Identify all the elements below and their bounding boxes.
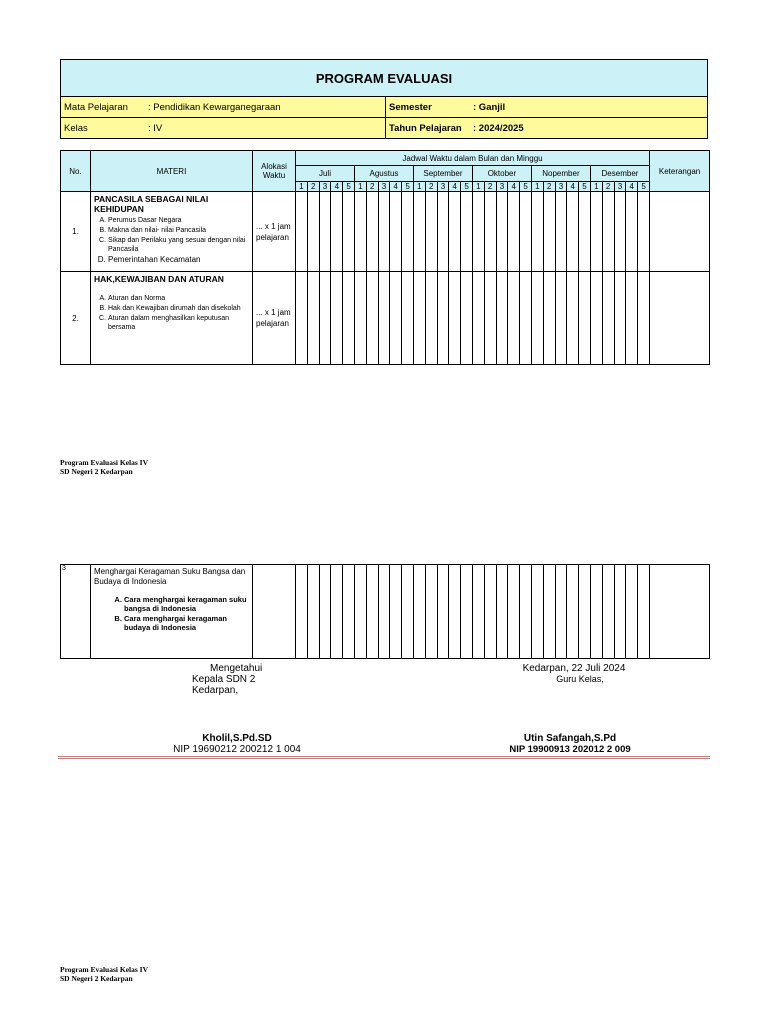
week-cell xyxy=(567,192,579,272)
schedule-table-continued xyxy=(60,564,710,659)
week-number: 3 xyxy=(437,182,449,192)
week-cell xyxy=(296,192,308,272)
week-cell xyxy=(437,272,449,365)
keterangan-cell xyxy=(650,272,710,365)
table-row xyxy=(61,565,710,659)
alokasi-cell: ... x 1 jam pelajaran xyxy=(253,192,296,272)
week-cell xyxy=(472,192,484,272)
week-number: 3 xyxy=(496,182,508,192)
week-number: 5 xyxy=(520,182,532,192)
footer-note: Program Evaluasi Kelas IV SD Negeri 2 Kedarpan xyxy=(60,458,148,476)
week-cell xyxy=(496,272,508,365)
week-number: 5 xyxy=(579,182,591,192)
table-row xyxy=(61,272,710,365)
week-cell xyxy=(461,565,473,659)
week-cell xyxy=(508,192,520,272)
alokasi-cell xyxy=(253,565,296,659)
sig-right-line2: Guru Kelas, xyxy=(556,674,604,684)
week-number: 3 xyxy=(614,182,626,192)
materi-item: C. Sikap dan Perilaku yang sesuai dengan nilai Pancasila xyxy=(108,236,250,254)
week-cell xyxy=(638,565,650,659)
schedule-table xyxy=(60,150,710,365)
week-cell xyxy=(449,565,461,659)
week-cell xyxy=(354,192,366,272)
col-alokasi-header: Alokasi Waktu xyxy=(253,151,296,192)
materi-cell xyxy=(91,565,253,659)
footer-note-page-2: Program Evaluasi Kelas IV SD Negeri 2 Kedarpan xyxy=(60,965,148,983)
subject-label: Mata Pelajaran xyxy=(64,101,128,113)
keterangan-cell xyxy=(650,192,710,272)
materi-item: B. Hak dan Kewajiban dirumah dan disekolah xyxy=(108,304,250,313)
week-cell xyxy=(425,565,437,659)
week-number: 5 xyxy=(343,182,355,192)
week-cell xyxy=(520,192,532,272)
week-cell xyxy=(413,272,425,365)
week-cell xyxy=(555,192,567,272)
signature-left-name-block xyxy=(140,733,334,755)
sig-right-name: Utin Safangah,S.Pd xyxy=(523,733,617,744)
week-cell xyxy=(331,565,343,659)
month-header: Desember xyxy=(590,166,649,182)
materi-item: D. Pemerintahan Kecamatan xyxy=(108,255,250,264)
signature-right-name-block xyxy=(490,733,650,755)
week-number: 1 xyxy=(590,182,602,192)
table-row xyxy=(61,192,710,272)
week-cell xyxy=(579,192,591,272)
materi-item: B. Cara menghargai keragaman budaya di Indonesia xyxy=(124,614,250,632)
week-cell xyxy=(567,272,579,365)
week-cell xyxy=(378,272,390,365)
class-label: Kelas xyxy=(64,122,88,134)
week-number: 1 xyxy=(413,182,425,192)
week-cell xyxy=(449,272,461,365)
week-cell xyxy=(296,272,308,365)
week-cell xyxy=(331,192,343,272)
materi-item: A. Aturan dan Norma xyxy=(108,294,250,303)
footer-divider xyxy=(58,756,710,759)
month-header: September xyxy=(413,166,472,182)
week-number: 3 xyxy=(319,182,331,192)
week-cell xyxy=(307,192,319,272)
week-cell xyxy=(614,565,626,659)
signature-left-block xyxy=(170,663,310,696)
week-number: 2 xyxy=(366,182,378,192)
materi-item: B. Makna dan nilai- nilai Pancasila xyxy=(108,226,250,235)
week-cell xyxy=(296,565,308,659)
week-cell xyxy=(413,192,425,272)
week-cell xyxy=(366,192,378,272)
week-number: 4 xyxy=(449,182,461,192)
sig-right-nip: NIP 19900913 202012 2 009 xyxy=(509,744,631,755)
month-header: Juli xyxy=(296,166,355,182)
week-cell xyxy=(437,192,449,272)
week-cell xyxy=(390,272,402,365)
week-cell xyxy=(555,565,567,659)
sig-right-line1: Kedarpan, 22 Juli 2024 xyxy=(522,663,626,674)
week-cell xyxy=(496,565,508,659)
week-cell xyxy=(354,272,366,365)
week-cell xyxy=(331,272,343,365)
class-value: : IV xyxy=(148,122,163,134)
week-cell xyxy=(508,272,520,365)
week-number: 2 xyxy=(602,182,614,192)
week-cell xyxy=(319,192,331,272)
week-cell xyxy=(579,565,591,659)
week-cell xyxy=(307,272,319,365)
week-cell xyxy=(390,192,402,272)
week-number: 2 xyxy=(425,182,437,192)
week-number: 3 xyxy=(378,182,390,192)
week-cell xyxy=(614,192,626,272)
materi-title: HAK,KEWAJIBAN DAN ATURAN xyxy=(94,274,224,284)
week-number: 4 xyxy=(390,182,402,192)
week-cell xyxy=(543,272,555,365)
week-cell xyxy=(626,192,638,272)
sig-left-line3: Kedarpan, xyxy=(192,685,239,696)
week-number: 2 xyxy=(307,182,319,192)
header-row-subject xyxy=(61,97,707,117)
col-no-header: No. xyxy=(61,151,91,192)
week-cell xyxy=(602,272,614,365)
week-cell xyxy=(378,192,390,272)
week-number: 5 xyxy=(461,182,473,192)
month-header: Nopember xyxy=(531,166,590,182)
week-number: 1 xyxy=(531,182,543,192)
week-cell xyxy=(579,272,591,365)
materi-title: Menghargai Keragaman Suku Bangsa dan Budaya di Indonesia xyxy=(94,567,246,586)
week-cell xyxy=(520,272,532,365)
month-header: Oktober xyxy=(472,166,531,182)
year-value: : 2024/2025 xyxy=(473,122,524,134)
week-cell xyxy=(590,565,602,659)
week-cell xyxy=(402,192,414,272)
table-header-row-1 xyxy=(61,151,710,166)
week-number: 4 xyxy=(331,182,343,192)
week-cell xyxy=(449,192,461,272)
week-number: 4 xyxy=(567,182,579,192)
week-cell xyxy=(614,272,626,365)
week-number: 4 xyxy=(508,182,520,192)
materi-item: A. Cara menghargai keragaman suku bangsa di Indonesia xyxy=(124,595,250,613)
materi-item: C. Aturan dalam menghasilkan keputusan bersama xyxy=(108,314,250,332)
materi-cell xyxy=(91,272,253,365)
row-number: 2. xyxy=(61,272,91,365)
week-cell xyxy=(354,565,366,659)
keterangan-cell xyxy=(649,565,709,659)
week-cell xyxy=(484,192,496,272)
week-cell xyxy=(626,565,638,659)
week-cell xyxy=(590,192,602,272)
week-cell xyxy=(343,565,355,659)
week-cell xyxy=(343,272,355,365)
sig-left-nip: NIP 19690212 200212 1 004 xyxy=(173,744,301,755)
week-cell xyxy=(531,192,543,272)
week-cell xyxy=(461,272,473,365)
week-cell xyxy=(402,272,414,365)
row-number: 1. xyxy=(61,192,91,272)
week-cell xyxy=(366,272,378,365)
header-block xyxy=(60,59,708,139)
week-cell xyxy=(484,565,496,659)
week-cell xyxy=(307,565,319,659)
week-cell xyxy=(366,565,378,659)
col-materi-header: MATERI xyxy=(91,151,253,192)
week-cell xyxy=(343,192,355,272)
week-cell xyxy=(402,565,414,659)
month-header: Agustus xyxy=(354,166,413,182)
semester-value: : Ganjil xyxy=(473,101,506,113)
week-number: 4 xyxy=(626,182,638,192)
week-cell xyxy=(390,565,402,659)
week-cell xyxy=(437,565,449,659)
week-cell xyxy=(602,192,614,272)
week-cell xyxy=(520,565,532,659)
week-cell xyxy=(319,272,331,365)
col-keterangan-header: Keterangan xyxy=(650,151,710,192)
week-cell xyxy=(484,272,496,365)
week-cell xyxy=(425,272,437,365)
week-cell xyxy=(543,565,555,659)
week-cell xyxy=(378,565,390,659)
week-cell xyxy=(472,565,484,659)
week-cell xyxy=(590,272,602,365)
sig-left-line1: Mengetahui xyxy=(210,663,263,674)
subject-value: : Pendidikan Kewarganegaraan xyxy=(148,101,281,113)
semester-label: Semester xyxy=(389,101,432,113)
signature-right-block xyxy=(500,663,648,684)
materi-item: A. Perumus Dasar Negara xyxy=(108,216,250,225)
week-number: 1 xyxy=(296,182,308,192)
week-cell xyxy=(531,272,543,365)
week-cell xyxy=(461,192,473,272)
week-number: 1 xyxy=(354,182,366,192)
week-cell xyxy=(626,272,638,365)
week-cell xyxy=(543,192,555,272)
week-cell xyxy=(496,192,508,272)
week-number: 3 xyxy=(555,182,567,192)
header-row-class xyxy=(61,117,707,138)
week-number: 1 xyxy=(472,182,484,192)
week-number: 2 xyxy=(543,182,555,192)
week-number: 5 xyxy=(402,182,414,192)
week-cell xyxy=(319,565,331,659)
materi-cell xyxy=(91,192,253,272)
week-cell xyxy=(555,272,567,365)
week-cell xyxy=(531,565,543,659)
week-cell xyxy=(638,192,650,272)
week-cell xyxy=(602,565,614,659)
col-jadwal-header: Jadwal Waktu dalam Bulan dan Minggu xyxy=(296,151,650,166)
alokasi-cell: ... x 1 jam pelajaran xyxy=(253,272,296,365)
page-title: PROGRAM EVALUASI xyxy=(61,60,707,97)
materi-title: PANCASILA SEBAGAI NILAI KEHIDUPAN xyxy=(94,194,209,214)
row-number: 3 xyxy=(61,565,91,659)
week-cell xyxy=(413,565,425,659)
week-cell xyxy=(472,272,484,365)
week-cell xyxy=(508,565,520,659)
week-cell xyxy=(425,192,437,272)
sig-left-name: Kholil,S.Pd.SD xyxy=(202,733,272,744)
week-cell xyxy=(638,272,650,365)
sig-left-line2: Kepala SDN 2 xyxy=(192,674,256,685)
week-cell xyxy=(567,565,579,659)
week-number: 5 xyxy=(638,182,650,192)
year-label: Tahun Pelajaran xyxy=(389,122,462,134)
week-number: 2 xyxy=(484,182,496,192)
